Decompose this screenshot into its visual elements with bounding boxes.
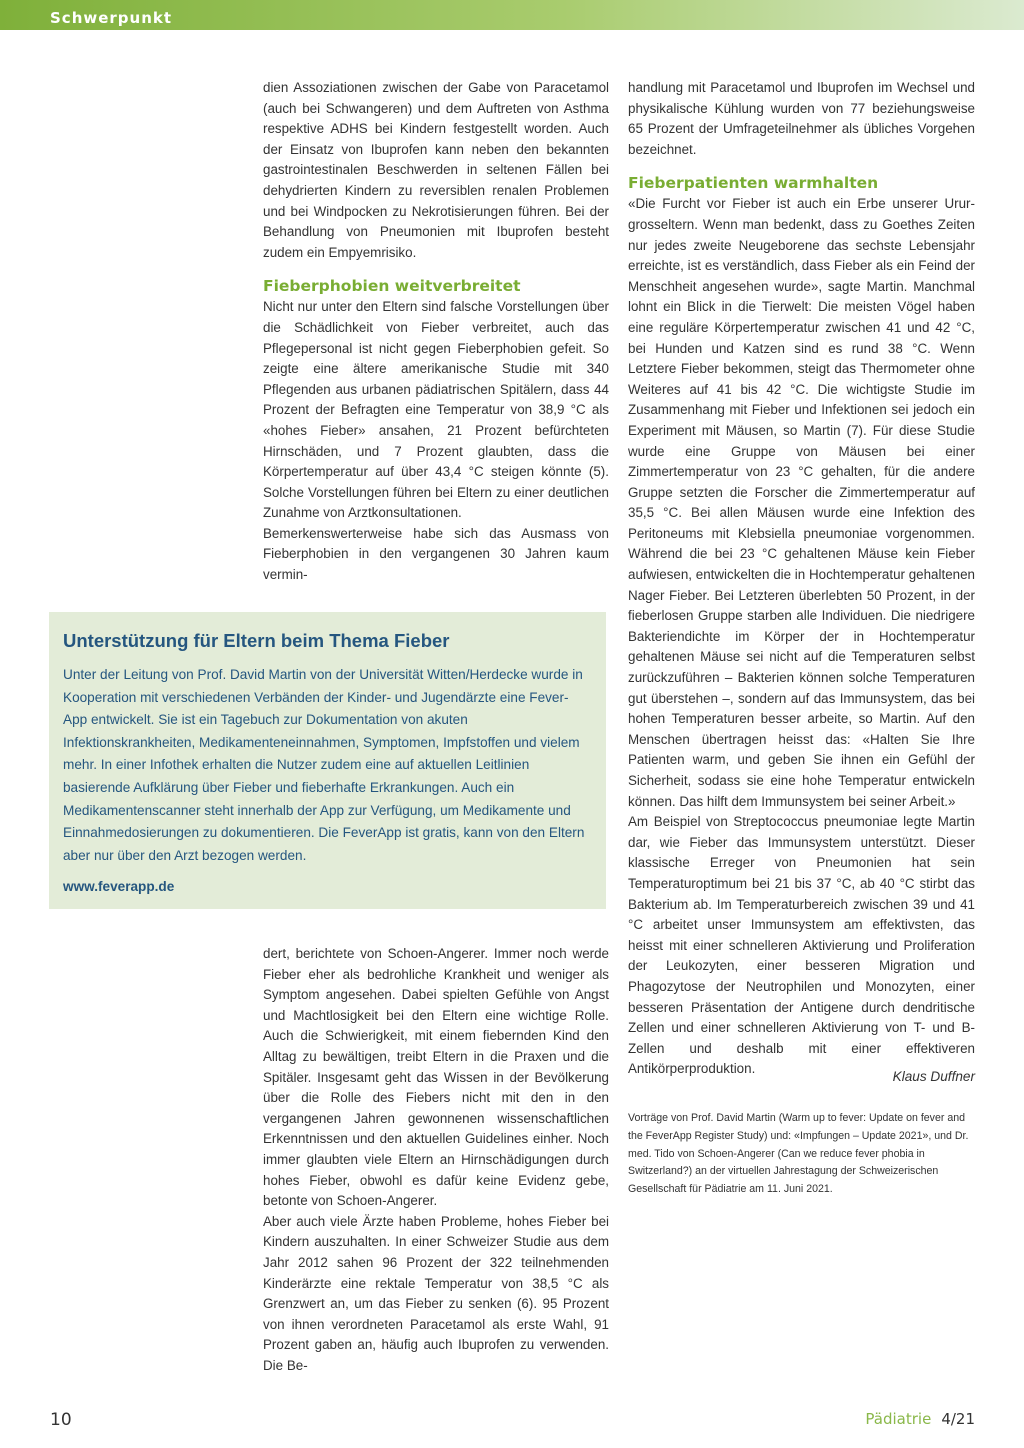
left-column-bottom	[263, 944, 609, 1376]
paragraph: Nicht nur unter den Eltern sind falsche Vorstellungen über die Schädlichkeit von Fieber verbreitet, auch das Pflegepersonal ist nicht gegen Fieberphobien gefeit. So zeigte eine ältere amerikanische Studie mit 340 Pflegenden aus urbanen pädiatrischen Spitälern, dass 44 Prozent der Befragten eine Temperatur von 38,9 °C als «hohes Fieber» ansahen, 21 Prozent befürchteten Hirnschäden, und 7 Prozent glaubten, dass die Körpertemperatur auf über 43,4 °C steigen könnte (5). Solche Vorstellungen führen bei Eltern zu einer deutlichen Zunahme von Arztkonsultationen.	[263, 299, 609, 521]
section-heading: Fieberphobien weitverbreitet	[263, 277, 521, 296]
section-header-bar	[0, 0, 1024, 30]
journal-footer	[865, 1410, 975, 1428]
journal-issue: 4/21	[941, 1410, 975, 1428]
paragraph: «Die Furcht vor Fieber ist auch ein Erbe unserer Ururgrosseltern. Wenn man bedenkt, dass zu Goethes Zeiten nur jedes zweite Neugeborene das sechste Lebensjahr erreichte, ist es verständlich, dass Fieber als ein Feind der Menschheit angesehen wurde», sagte Martin. Manchmal lohnt ein Blick in die Tierwelt: Die meisten Vögel haben eine reguläre Körpertemperatur zwischen 41 und 42 °C, bei Hunden und Katzen sind es rund 38 °C. Wenn Letztere Fieber bekommen, steigt das Thermometer ohne Weiteres auf 41 bis 42 °C. Die wichtigste Studie im Zusammenhang mit Fieber und Infektionen sei jedoch ein Experiment mit Mäusen, so Martin (7). Für diese Studie wurde eine Gruppe von Mäusen bei einer Zimmertemperatur von 23 °C gehalten, für die andere Gruppe setzten die Forscher die Zimmertemperatur auf 35,5 °C. Bei allen Mäusen wurde eine Infektion des Peritoneums mit Klebsiella pneumoniae vorgenommen. Während die bei 23 °C gehaltenen Mäuse kein Fieber aufwiesen, entwickelten die in Hochtemperatur gehaltenen Nager Fieber. Bei Letzteren überlebten 50 Prozent, in der fieberlosen Gruppe starben alle Individuen. Die niedrigere Bakteriendichte im Körper der in Hochtemperatur gehaltenen Mäuse sei nicht auf die Temperaturen selbst zurückzuführen – Bakterien können solche Temperaturen gut überstehen –, sondern auf das Immunsystem, das bei hohen Temperaturen besser arbeite, so Martin. Auf den Menschen übertragen heisst das: «Halten Sie Ihre Patienten warm, und geben Sie ihnen ein Gefühl der Sicherheit, sodass sie eine hohe Temperatur entwickeln können. Das hilft dem Immunsystem bei seiner Arbeit.»	[628, 196, 975, 809]
section-heading: Fieberpatienten warmhalten	[628, 174, 879, 193]
right-column	[628, 78, 975, 1080]
paragraph: handlung mit Paracetamol und Ibuprofen im Wechsel und physikalische Kühlung wurden von 77 beziehungsweise 65 Prozent der Umfrageteilnehmer als übliches Vorgehen bezeichnet.	[628, 80, 975, 157]
paragraph: Aber auch viele Ärzte haben Probleme, hohes Fieber bei Kindern auszuhalten. In einer Schweizer Studie aus dem Jahr 2012 sahen 96 Prozent der 322 teilnehmenden Kinderärzte eine rektale Temperatur von 38,5 °C als Grenzwert an, um das Fieber zu senken (6). 95 Prozent von ihnen verordneten Paracetamol als erste Wahl, 91 Prozent gaben an, häufig auch Ibuprofen zu verwenden. Die Be-	[263, 1213, 609, 1373]
section-label: Schwerpunkt	[50, 9, 173, 27]
info-box-title: Unterstützung für Eltern beim Thema Fieber	[63, 630, 450, 651]
info-box-link[interactable]: www.feverapp.de	[63, 879, 175, 895]
paragraph: dert, berichtete von Schoen-Angerer. Immer noch werde Fieber eher als bedrohliche Krankheit und weniger als Symptom angesehen. Dabei spielten Gefühle von Angst und Machtlosigkeit bei den Eltern eine wichtige Rolle. Auch die Schwierigkeit, mit einem fiebernden Kind den Alltag zu bewältigen, treibt Eltern in die Praxen und die Spitäler. Insgesamt geht das Wissen in der Bevölkerung über die Rolle des Fiebers nicht mit den in den vergangenen Jahren gewonnenen wissenschaftlichen Erkenntnissen und den aktuellen Guidelines einher. Noch immer glaubten viele Eltern an Hirnschädigungen durch hohes Fieber, obwohl es dafür keine Evidenz gebe, betonte von Schoen-Angerer.	[263, 946, 609, 1209]
paragraph: dien Assoziationen zwischen der Gabe von Paracetamol (auch bei Schwangeren) und dem Auftreten von Asthma respektive ADHS bei Kindern festgestellt worden. Auch der Einsatz von Ibuprofen kann neben den bekannten gastrointestinalen Beschwerden in seltenen Fällen bei dehydrierten Kindern zu reversiblen renalen Problemen und bei Windpocken zu Nekrotisierungen führen. Bei der Behandlung von Pneumonien mit Ibuprofen besteht zudem ein Empyemrisiko.	[263, 80, 609, 260]
paragraph: Bemerkenswerterweise habe sich das Ausmass von Fieberphobien in den vergangenen 30 Jahren kaum vermin-	[263, 525, 609, 583]
left-column-top	[263, 78, 609, 586]
paragraph: Am Beispiel von Streptococcus pneumoniae legte Martin dar, wie Fieber das Immunsystem unterstützt. Dieser klassische Erreger von Pneumonien hat sein Temperaturoptimum bei 21 bis 37 °C, ab 40 °C stirbt das Bakterium ab. Im Temperaturbereich zwischen 39 und 41 °C arbeitet unser Immunsystem am effektivsten, das heisst mit einer schnelleren Aktivierung und Proliferation der Leukozyten, einer besseren Migration und Phagozytose der Neutrophilen und Monozyten, einer besseren Präsentation der Antigene durch dendritische Zellen und einer schnelleren Aktivierung von T- und B-Zellen und deshalb mit einer effektiveren Antikörperproduktion.	[628, 814, 975, 1077]
author-name: Klaus Duffner	[892, 1069, 975, 1084]
journal-name: Pädiatrie	[865, 1410, 932, 1428]
page-number: 10	[50, 1410, 72, 1430]
info-box-text: Unter der Leitung von Prof. David Martin von der Universität Witten/Herdecke wurde in Kooperation mit verschiedenen Verbänden der Kinder- und Jugendärzte eine Fever-App entwickelt. Sie ist ein Tagebuch zur Dokumentation von akuten Infektionskrankheiten, Medikamenteneinnahmen, Symptomen, Impfstoffen und vielem mehr. In einer Infothek erhalten die Nutzer zudem eine auf aktuellen Leitlinien basierende Aufklärung über Fieber und fieberhafte Erkrankungen. Auch ein Medikamentenscanner steht innerhalb der App zur Verfügung, um Medikamente und Einnahmedosierungen zu dokumentieren. Die FeverApp ist gratis, kann von den Eltern aber nur über den Arzt bezogen werden.	[63, 667, 585, 863]
info-box	[49, 612, 606, 909]
source-footnote: Vorträge von Prof. David Martin (Warm up to fever: Update on fever and the FeverApp Register Study) und: «Impfungen – Update 2021», und Dr. med. Tido von Schoen-Angerer (Can we reduce fever phobia in Switzerland?) an der virtuellen Jahrestagung der Schweizerischen Gesellschaft für Pädiatrie am 11. Juni 2021.	[628, 1112, 969, 1196]
